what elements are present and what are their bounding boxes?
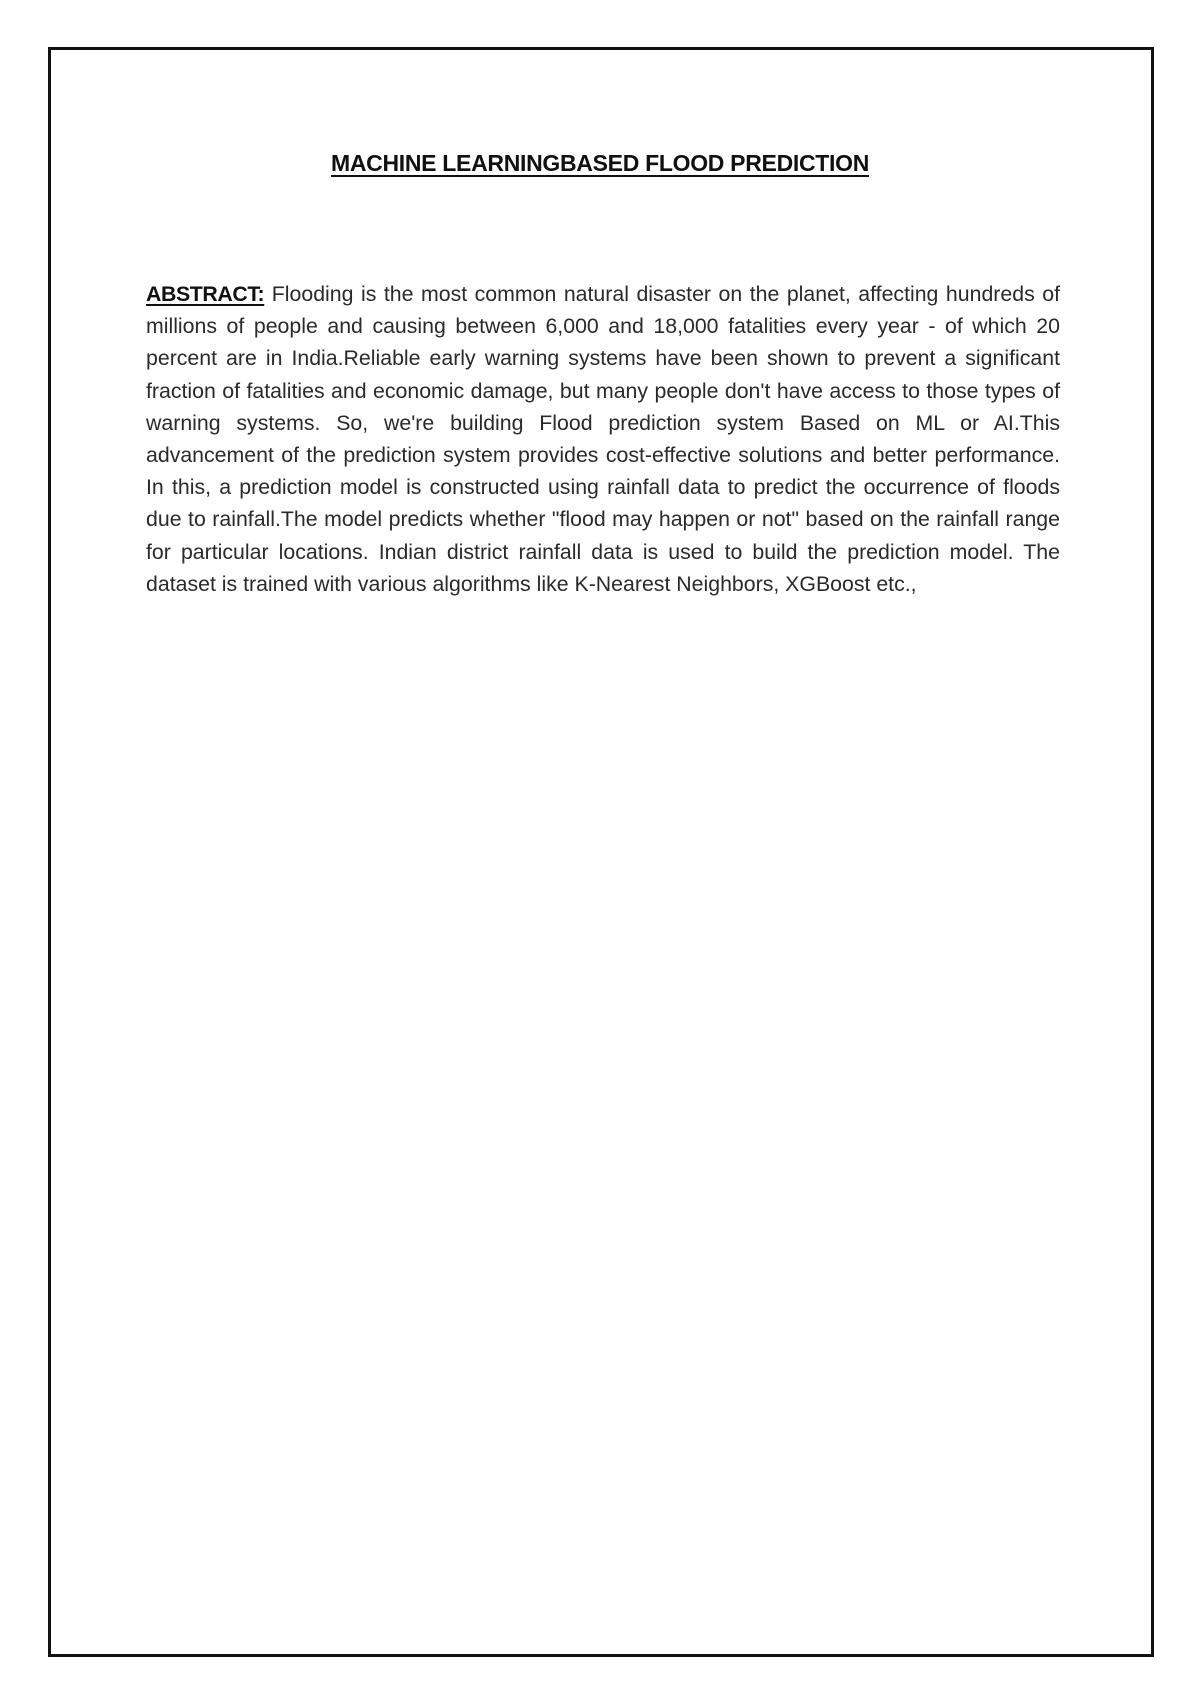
document-title-text: MACHINE LEARNINGBASED FLOOD PREDICTION [330, 150, 870, 176]
document-title [0, 150, 1200, 177]
abstract-paragraph [146, 278, 1060, 600]
abstract-text: Flooding is the most common natural disaster on the planet, affecting hundreds of millions of people and causing between 6,000 and 18,000 fatalities every year - of which 20 percent are in India.Reliable early warning systems have been shown to prevent a significant fraction of fatalities and economic damage, but many people don't have access to those types of warning systems. So, we're building Flood prediction system Based on ML or AI.This advancement of the prediction system provides cost-effective solutions and better performance. In this, a prediction model is constructed using rainfall data to predict the occurrence of floods due to rainfall.The model predicts whether "flood may happen or not" based on the rainfall range for particular locations. Indian district rainfall data is used to build the prediction model. The dataset is trained with various algorithms like K-Nearest Neighbors, XGBoost etc., [146, 282, 1060, 596]
abstract-label: ABSTRACT: [146, 282, 265, 306]
